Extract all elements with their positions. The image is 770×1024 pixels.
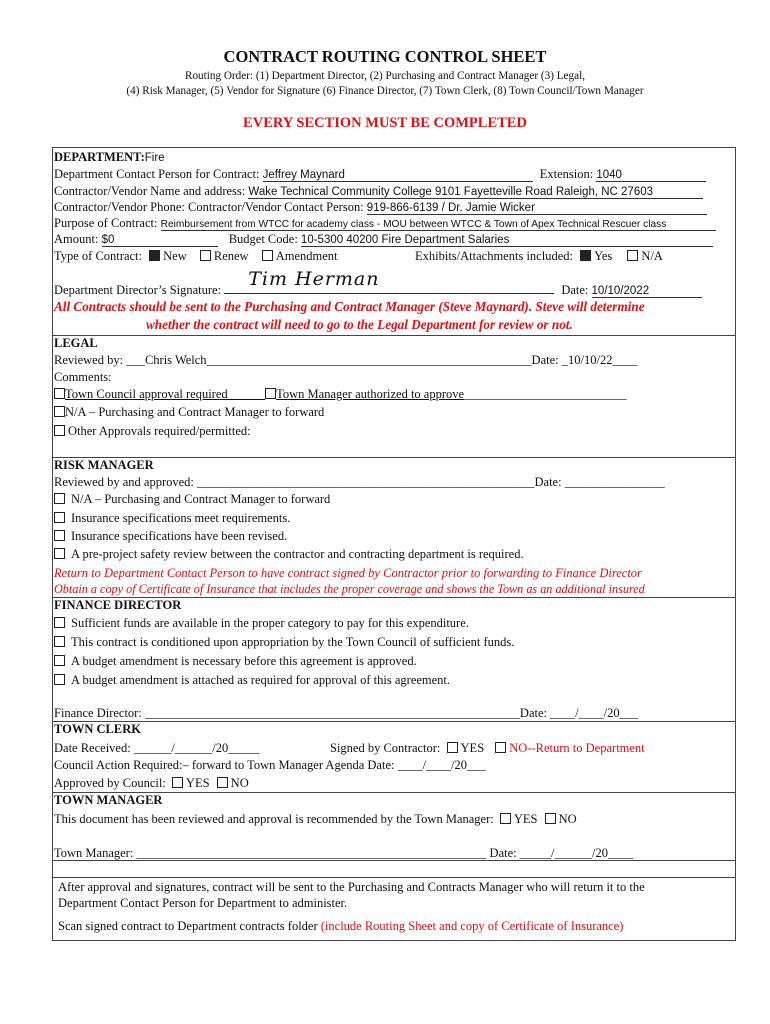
amount-label: Amount: <box>54 232 99 246</box>
contact-field[interactable]: Jeffrey Maynard <box>263 169 533 182</box>
safety-review-label: A pre-project safety review between the contractor and contracting department is required. <box>71 547 524 561</box>
council-no-label: NO <box>230 776 249 790</box>
signed-no-label: NO--Return to Department <box>509 741 645 755</box>
legal-reviewed-by[interactable]: Reviewed by: ___Chris Welch____________________________________________________Date: _10/10/22____ <box>54 353 638 367</box>
extension-label: Extension: <box>539 167 594 181</box>
finance-opt3-row <box>54 654 417 669</box>
routing-note-line1: All Contracts should be sent to the Purchasing and Contract Manager (Steve Maynard). Steve will determine <box>54 299 645 314</box>
phone-row <box>54 200 707 215</box>
amount-field[interactable]: $0 <box>102 234 218 247</box>
risk-reviewed-by[interactable]: Reviewed by and approved: ______________________________________________________Date: ________________ <box>54 475 665 489</box>
legal-na-row <box>54 405 324 420</box>
budget-code-label: Budget Code: <box>228 232 298 246</box>
vendor-row <box>54 184 703 199</box>
footer-line1: After approval and signatures, contract will be sent to the Purchasing and Contracts Manager who will return it to the <box>58 880 645 894</box>
director-signature-field[interactable] <box>224 268 554 294</box>
risk-note-line1: Return to Department Contact Person to have contract signed by Contractor prior to forwarding to Finance Director <box>54 566 642 580</box>
exhibits-label: Exhibits/Attachments included: <box>415 249 573 263</box>
department-row <box>54 150 165 165</box>
contact-label: Department Contact Person for Contract: <box>54 167 260 181</box>
divider-risk <box>52 457 736 458</box>
routing-note-line2: whether the contract will need to go to the Legal Department for review or not. <box>146 317 573 332</box>
manager-authorized-label: Town Manager authorized to approve <box>276 387 465 401</box>
director-date-label: Date: <box>561 283 589 297</box>
legal-other-row <box>54 424 251 439</box>
amendment-necessary-label: A budget amendment is necessary before this agreement is approved. <box>71 654 417 668</box>
finance-heading: FINANCE DIRECTOR <box>54 598 182 612</box>
purpose-field[interactable]: Reimbursement from WTCC for academy class - MOU between WTCC & Town of Apex Technical Rescuer class <box>161 219 716 231</box>
renew-option-label: Renew <box>213 249 249 263</box>
footer-scan-row <box>58 919 623 934</box>
finance-director-signature[interactable]: Finance Director: ____________________________________________________________Date: ____/____/20___ <box>54 706 639 720</box>
new-checkbox[interactable] <box>149 250 160 261</box>
purpose-row <box>54 216 716 231</box>
department-label: DEPARTMENT: <box>54 150 145 164</box>
vendor-field[interactable]: Wake Technical Community College 9101 Fayetteville Road Raleigh, NC 27603 <box>248 186 703 199</box>
director-signature-row <box>54 268 702 298</box>
signed-yes-checkbox[interactable] <box>447 742 458 753</box>
risk-opt4-row <box>54 547 524 562</box>
signed-by-contractor-row <box>330 741 645 756</box>
finance-opt1-row <box>54 616 469 631</box>
legal-heading: LEGAL <box>54 336 98 350</box>
footer-scan-note: (include Routing Sheet and copy of Certificate of Insurance) <box>320 919 624 933</box>
section-notice: EVERY SECTION MUST BE COMPLETED <box>243 115 527 131</box>
manager-yes-checkbox[interactable] <box>500 813 511 824</box>
appropriation-label: This contract is conditioned upon appropriation by the Town Council of sufficient funds. <box>71 635 515 649</box>
purpose-label: Purpose of Contract: <box>54 216 158 230</box>
manager-review-row <box>54 812 577 827</box>
risk-opt2-row <box>54 511 290 526</box>
amendment-attached-checkbox[interactable] <box>54 674 65 685</box>
manager-authorized-checkbox[interactable] <box>265 388 276 399</box>
signed-by-contractor-label: Signed by Contractor: <box>330 741 441 755</box>
document-title: CONTRACT ROUTING CONTROL SHEET <box>223 47 547 66</box>
manager-review-label: This document has been reviewed and approval is recommended by the Town Manager: <box>54 812 494 826</box>
exhibits-row <box>415 249 663 264</box>
safety-review-checkbox[interactable] <box>54 548 65 559</box>
amount-row <box>54 232 713 247</box>
phone-field[interactable]: 919-866-6139 / Dr. Jamie Wicker <box>367 202 707 215</box>
exhibits-na-label: N/A <box>641 249 663 263</box>
risk-na-label: N/A – Purchasing and Contract Manager to forward <box>71 492 331 506</box>
insurance-meets-label: Insurance specifications meet requirements. <box>71 511 291 525</box>
legal-approval-row: Town Council approval required______ Town Manager authorized to approve__________________________ <box>54 387 627 402</box>
insurance-revised-checkbox[interactable] <box>54 530 65 541</box>
risk-na-checkbox[interactable] <box>54 493 65 504</box>
council-yes-checkbox[interactable] <box>172 777 183 788</box>
legal-comments-label: Comments: <box>54 370 112 384</box>
finance-opt2-row <box>54 635 514 650</box>
council-approval-checkbox[interactable] <box>54 388 65 399</box>
amendment-necessary-checkbox[interactable] <box>54 655 65 666</box>
town-manager-signature[interactable]: Town Manager: ________________________________________________________ Date: _____/______/20____ <box>54 846 633 860</box>
director-signature: Tim Herman <box>248 268 380 290</box>
budget-code-field[interactable]: 10-5300 40200 Fire Department Salaries <box>301 234 713 247</box>
approved-by-council-row <box>54 776 249 791</box>
footer-scan-text: Scan signed contract to Department contracts folder <box>58 919 318 933</box>
funds-available-label: Sufficient funds are available in the proper category to pay for this expenditure. <box>71 616 469 630</box>
clerk-heading: TOWN CLERK <box>54 722 141 736</box>
legal-na-label: N/A – Purchasing and Contract Manager to forward <box>65 405 325 419</box>
signed-yes-label: YES <box>460 741 485 755</box>
approved-by-council-label: Approved by Council: <box>54 776 166 790</box>
manager-no-label: NO <box>558 812 577 826</box>
footer-line2: Department Contact Person for Department to administer. <box>58 896 348 910</box>
council-yes-label: YES <box>185 776 210 790</box>
appropriation-checkbox[interactable] <box>54 636 65 647</box>
council-action-row[interactable]: Council Action Required:– forward to Town Manager Agenda Date: ____/____/20___ <box>54 758 486 772</box>
amendment-attached-label: A budget amendment is attached as required for approval of this agreement. <box>71 673 451 687</box>
legal-na-checkbox[interactable] <box>54 406 65 417</box>
risk-heading: RISK MANAGER <box>54 458 154 472</box>
manager-heading: TOWN MANAGER <box>54 793 163 807</box>
funds-available-checkbox[interactable] <box>54 617 65 628</box>
department-field[interactable]: Fire <box>144 152 165 164</box>
council-no-checkbox[interactable] <box>217 777 228 788</box>
manager-no-checkbox[interactable] <box>545 813 556 824</box>
extension-field[interactable]: 1040 <box>596 169 706 182</box>
divider-clerk <box>52 721 736 722</box>
exhibits-na-checkbox[interactable] <box>627 250 638 261</box>
divider-legal <box>52 335 736 336</box>
risk-note-line2: Obtain a copy of Certificate of Insurance that includes the proper coverage and shows the Town as an additional insured <box>54 582 645 596</box>
exhibits-yes-checkbox[interactable] <box>580 250 591 261</box>
council-approval-label: Town Council approval required <box>65 387 228 401</box>
vendor-label: Contractor/Vendor Name and address: <box>54 184 246 198</box>
routing-order-line2: (4) Risk Manager, (5) Vendor for Signature (6) Finance Director, (7) Town Clerk, (8) Town Council/Town Manager <box>126 85 644 97</box>
exhibits-yes-label: Yes <box>594 249 613 263</box>
risk-opt1-row <box>54 492 330 507</box>
director-date-field[interactable]: 10/10/2022 <box>592 285 702 298</box>
amendment-checkbox[interactable] <box>262 250 273 261</box>
legal-other-checkbox[interactable] <box>54 425 65 436</box>
director-signature-label: Department Director’s Signature: <box>54 283 222 297</box>
manager-yes-label: YES <box>513 812 538 826</box>
type-row <box>54 249 338 264</box>
routing-order-line1: Routing Order: (1) Department Director, (2) Purchasing and Contract Manager (3) Legal, <box>185 70 585 82</box>
phone-label: Contractor/Vendor Phone: Contractor/Vendor Contact Person: <box>54 200 364 214</box>
contract-type-label: Type of Contract: <box>54 249 142 263</box>
legal-other-label: Other Approvals required/permitted: <box>68 424 251 438</box>
renew-checkbox[interactable] <box>200 250 211 261</box>
contact-row <box>54 167 706 182</box>
insurance-revised-label: Insurance specifications have been revised. <box>71 529 288 543</box>
finance-opt4-row <box>54 673 450 688</box>
amendment-option-label: Amendment <box>275 249 338 263</box>
insurance-meets-checkbox[interactable] <box>54 512 65 523</box>
risk-opt3-row <box>54 529 287 544</box>
date-received[interactable]: Date Received: ______/______/20_____ <box>54 741 260 755</box>
signed-no-checkbox[interactable] <box>495 742 506 753</box>
new-option-label: New <box>163 249 187 263</box>
